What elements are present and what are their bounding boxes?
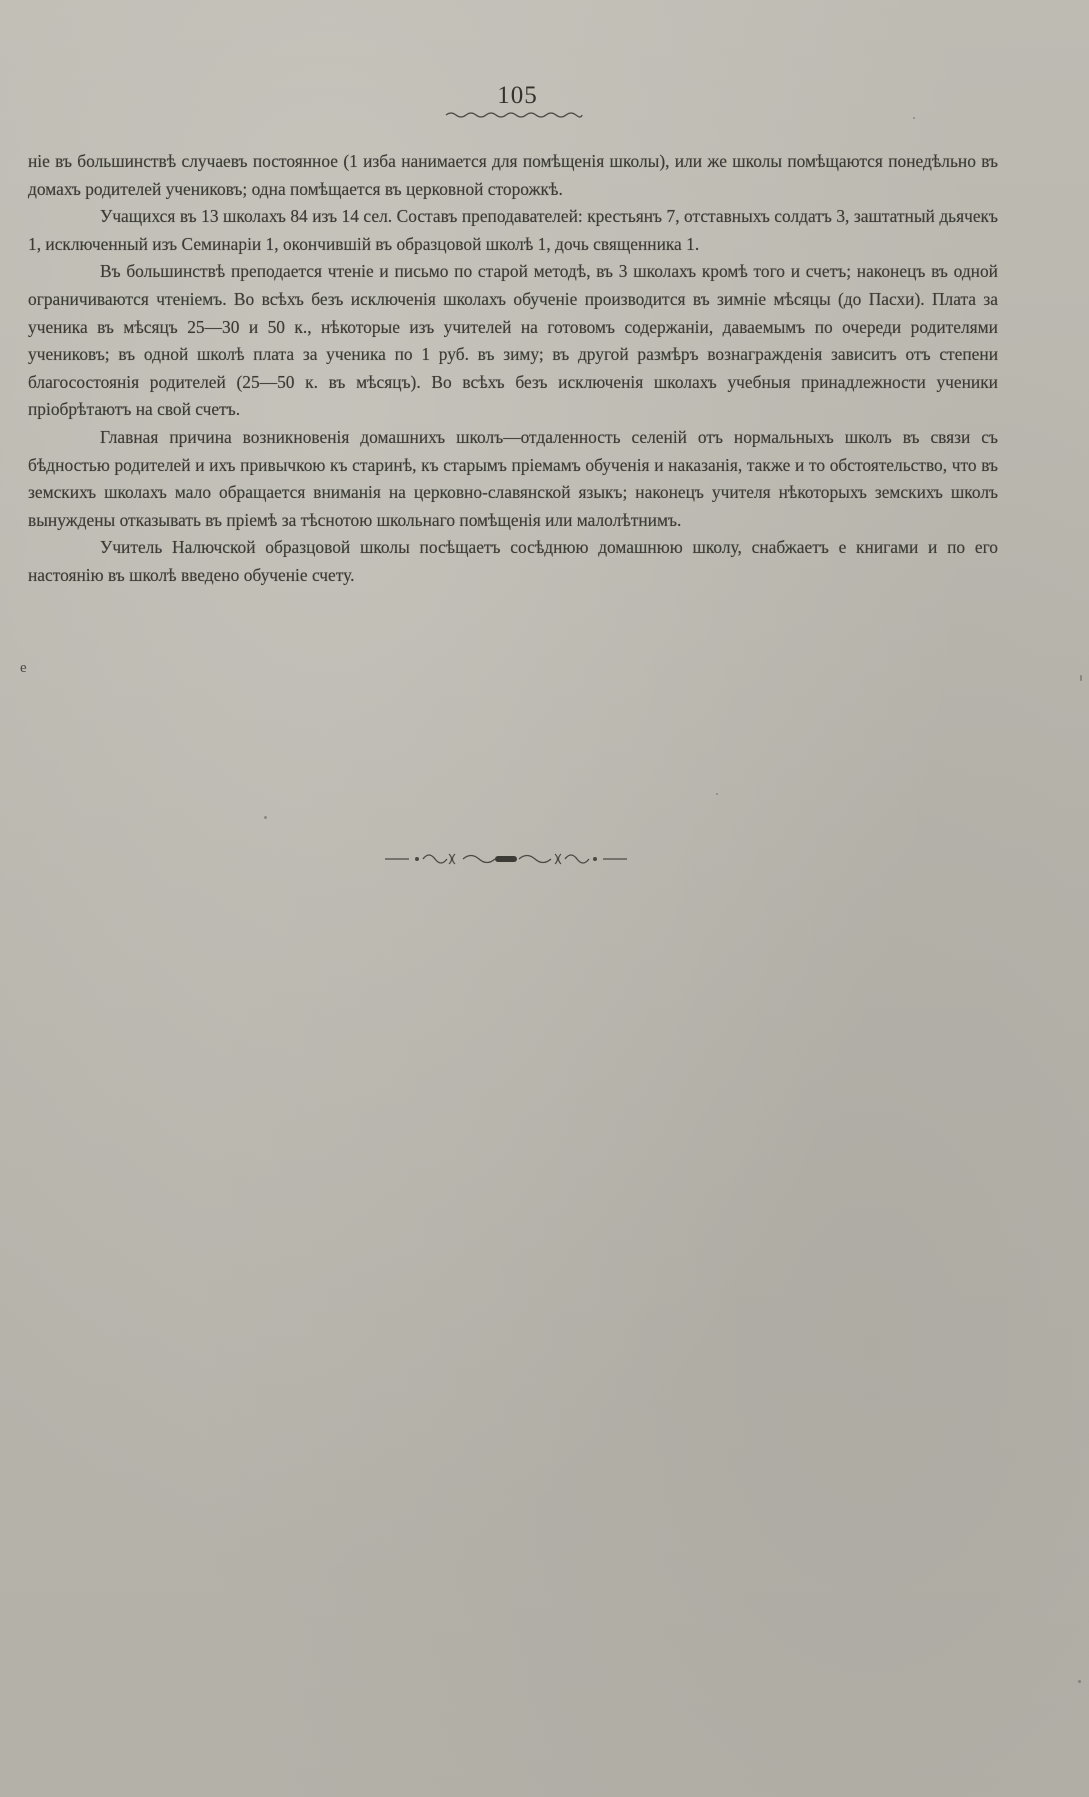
paragraph: Учащихся въ 13 школахъ 84 изъ 14 сел. Составъ преподавателей: крестьянъ 7, отставныхъ солдатъ 3, заштатный дьячекъ 1, исключенный изъ Семинаріи 1, окончившій въ образцовой школѣ 1, дочь священника 1. [28, 206, 998, 254]
page-number: 105 [497, 82, 538, 109]
paper-speck [716, 793, 718, 795]
paper-speck [913, 117, 915, 119]
paragraph: ніе въ большинствѣ случаевъ постоянное (1 изба нанимается для помѣщенія школы), или же школы помѣщаются понедѣльно въ домахъ родителей учениковъ; одна помѣщается въ церковной сторожкѣ. [28, 151, 998, 199]
paragraph: Учитель Налючской образцовой школы посѣщаетъ сосѣднюю домашнюю школу, снабжаетъ е книгами и по его настоянію въ школѣ введено обученіе счету. [28, 537, 998, 585]
margin-mark: e [20, 660, 27, 676]
wavy-rule-icon [444, 110, 584, 120]
paper-speck [264, 816, 267, 819]
paper-speck [1078, 1680, 1081, 1683]
decorative-tailpiece-icon [383, 848, 629, 870]
body-text [28, 148, 998, 590]
paper-speck [1080, 675, 1082, 681]
paragraph: Въ большинствѣ преподается чтеніе и письмо по старой методѣ, въ 3 школахъ кромѣ того и счетъ; наконецъ въ одной ограничиваются чтеніемъ. Во всѣхъ безъ исключенія школахъ обученіе производится въ зимніе мѣсяцы (до Пасхи). Плата за ученика въ мѣсяцъ 25—30 и 50 к., нѣкоторые изъ учителей на готовомъ содержаніи, даваемымъ по очереди родителями учениковъ; въ одной школѣ плата за ученика по 1 руб. въ зиму; въ другой размѣръ вознагражденія зависитъ отъ степени благосостоянія родителей (25—50 к. въ мѣсяцъ). Во всѣхъ безъ исключенія школахъ учебныя принадлежности ученики пріобрѣтаютъ на свой счетъ. [28, 261, 998, 420]
paragraph: Главная причина возникновенія домашнихъ школъ—отдаленность селеній отъ нормальныхъ школъ въ связи съ бѣдностью родителей и ихъ привычкою къ старинѣ, къ старымъ пріемамъ обученія и наказанія, также и то обстоятельство, что въ земскихъ школахъ мало обращается вниманія на церковно-славянской языкъ; наконецъ учителя нѣкоторыхъ земскихъ школъ вынуждены отказывать въ пріемѣ за тѣснотою школьнаго помѣщенія или малолѣтнимъ. [28, 426, 998, 530]
